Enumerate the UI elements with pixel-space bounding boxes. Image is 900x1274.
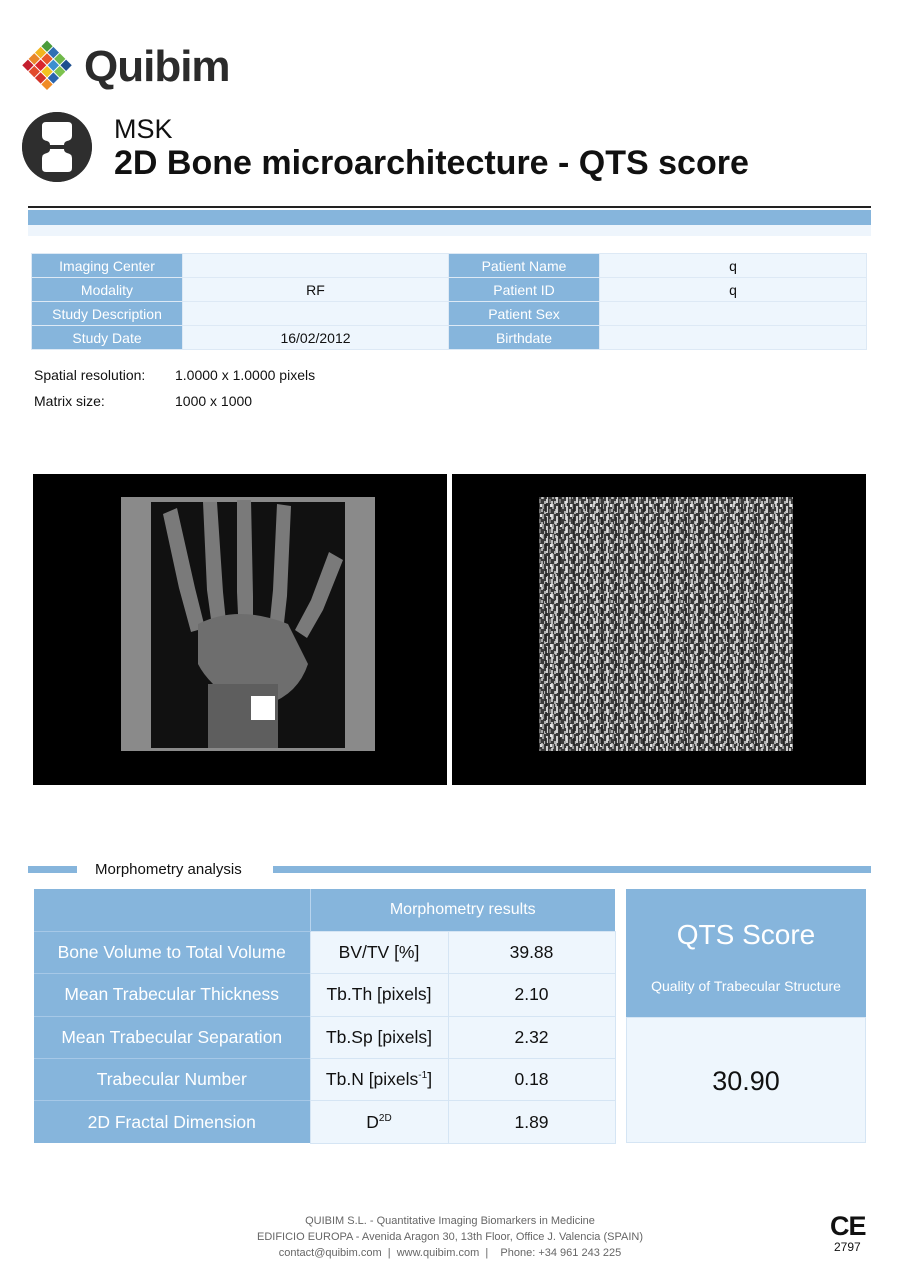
birthdate-value	[600, 326, 867, 350]
table-row	[34, 931, 615, 973]
header-band	[28, 210, 871, 225]
study-info-table	[31, 253, 867, 350]
study-date-value: 16/02/2012	[183, 326, 449, 350]
report-title: 2D Bone microarchitecture - QTS score	[114, 144, 749, 182]
morphometry-results-header: Morphometry results	[310, 889, 615, 931]
patient-sex-label: Patient Sex	[449, 302, 600, 326]
patient-id-value: q	[600, 278, 867, 302]
fractal-symbol-sup: 2D	[378, 1112, 392, 1124]
brand-name: Quibim	[84, 42, 230, 91]
bvtv-label: Bone Volume to Total Volume	[34, 931, 310, 973]
bvtv-symbol: BV/TV [%]	[310, 931, 448, 973]
tbn-symbol	[310, 1059, 448, 1101]
matrix-size	[34, 393, 253, 409]
tbth-symbol: Tb.Th [pixels]	[310, 974, 448, 1016]
patient-id-label: Patient ID	[449, 278, 600, 302]
tbsp-label: Mean Trabecular Separation	[34, 1016, 310, 1058]
table-row	[34, 1059, 615, 1101]
bvtv-value: 39.88	[448, 931, 615, 973]
patient-sex-value	[600, 302, 867, 326]
footer-address: EDIFICIO EUROPA - Avenida Aragon 30, 13th Floor, Office J. Valencia (SPAIN)	[257, 1231, 643, 1243]
trabecular-roi-drawing	[452, 474, 866, 785]
hand-xray-image	[33, 474, 447, 785]
footer-company: QUIBIM S.L. - Quantitative Imaging Biomarkers in Medicine	[305, 1215, 595, 1227]
spatial-resolution-label: Spatial resolution:	[34, 367, 146, 383]
table-row	[34, 889, 615, 931]
spatial-resolution-value: 1.0000 x 1.0000 pixels	[175, 367, 316, 383]
tbth-value: 2.10	[448, 974, 615, 1016]
tbsp-value: 2.32	[448, 1016, 615, 1058]
fractal-dimension-symbol	[310, 1101, 448, 1143]
morphometry-rule-left	[28, 866, 77, 873]
tbth-label: Mean Trabecular Thickness	[34, 974, 310, 1016]
birthdate-label: Birthdate	[449, 326, 600, 350]
trabecular-roi-image	[452, 474, 866, 785]
morphometry-section-title: Morphometry analysis	[95, 861, 242, 878]
header-band-light	[28, 225, 871, 236]
imaging-center-value	[183, 254, 449, 278]
matrix-size-label: Matrix size:	[34, 393, 105, 409]
tbn-symbol-sup: -1	[418, 1070, 428, 1082]
qts-score-value: 30.90	[626, 1017, 866, 1143]
tbsp-symbol: Tb.Sp [pixels]	[310, 1016, 448, 1058]
patient-name-label: Patient Name	[449, 254, 600, 278]
study-date-label: Study Date	[32, 326, 183, 350]
tbn-symbol-end: ]	[427, 1069, 433, 1090]
table-row	[34, 1101, 615, 1143]
study-description-label: Study Description	[32, 302, 183, 326]
hand-xray-drawing	[33, 474, 447, 785]
imaging-center-label: Imaging Center	[32, 254, 183, 278]
fractal-dimension-label: 2D Fractal Dimension	[34, 1101, 310, 1143]
fractal-symbol-base: D	[366, 1111, 379, 1132]
fractal-dimension-value: 1.89	[448, 1101, 615, 1143]
table-row	[32, 278, 867, 302]
ce-mark: CE	[830, 1211, 866, 1241]
qts-score-subtitle: Quality of Trabecular Structure	[651, 978, 841, 994]
matrix-size-value: 1000 x 1000	[175, 393, 253, 409]
table-row	[34, 974, 615, 1016]
section-kicker: MSK	[114, 114, 173, 144]
morphometry-rule-right	[273, 866, 871, 873]
tbn-symbol-base: Tb.N [pixels	[325, 1069, 419, 1090]
footer	[230, 1213, 670, 1261]
ce-number: 2797	[834, 1240, 861, 1254]
table-row	[32, 254, 867, 278]
spatial-resolution	[34, 367, 316, 383]
morphometry-table	[34, 889, 616, 1144]
table-row	[32, 302, 867, 326]
modality-value: RF	[183, 278, 449, 302]
bone-icon	[22, 112, 92, 182]
table-row	[34, 1016, 615, 1058]
tbn-label: Trabecular Number	[34, 1059, 310, 1101]
study-description-value	[183, 302, 449, 326]
modality-label: Modality	[32, 278, 183, 302]
table-row	[32, 326, 867, 350]
diamond-mosaic-logo-icon	[20, 32, 74, 100]
qts-score-title: QTS Score	[676, 919, 816, 950]
footer-contact: contact@quibim.com | www.quibim.com | Phone: +34 961 243 225	[278, 1247, 622, 1259]
tbn-value: 0.18	[448, 1059, 615, 1101]
header-rule	[28, 206, 871, 208]
qts-score-header	[626, 889, 866, 1017]
patient-name-value: q	[600, 254, 867, 278]
morphometry-corner	[34, 889, 310, 931]
